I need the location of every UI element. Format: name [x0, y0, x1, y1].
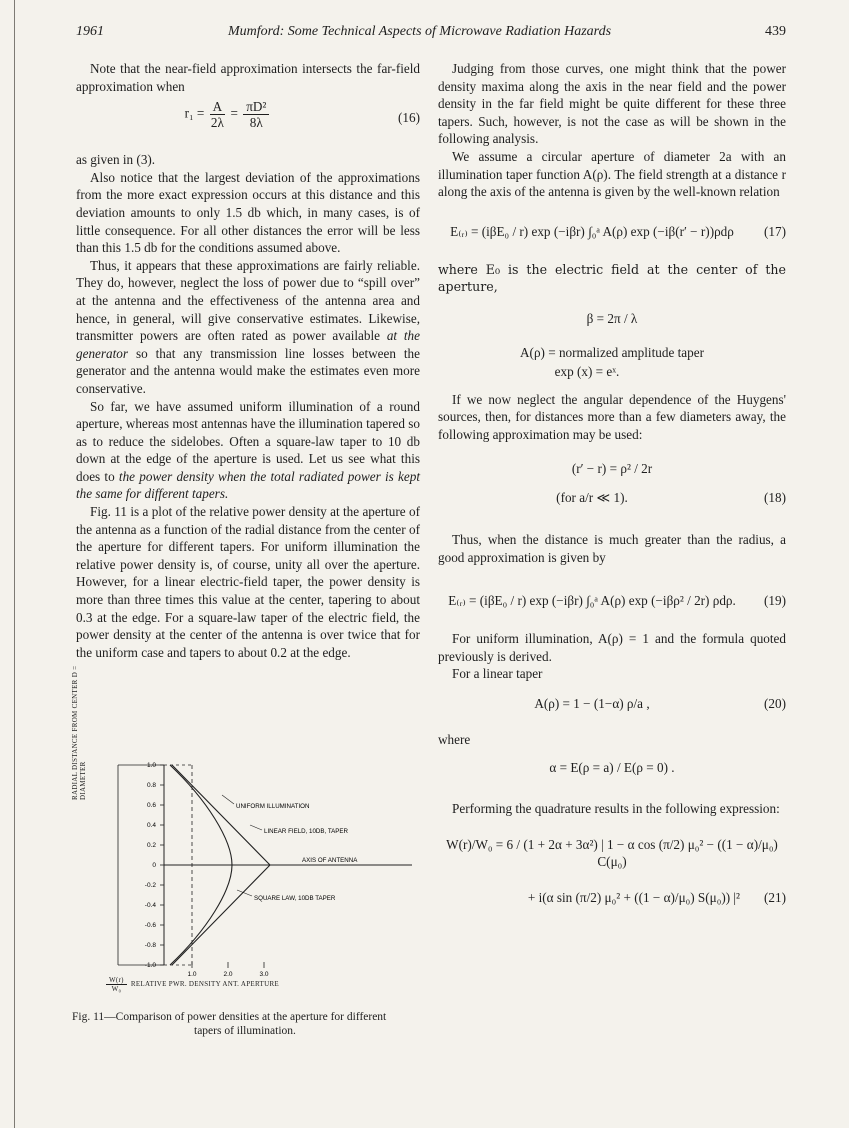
paragraph: Judging from those curves, one might think that the power density maxima along the axis in the near field and the power density in the far field might be quite different for these three tapers. Such, however, is not the case as will be shown in the following analysis. — [438, 61, 786, 147]
y-tick-label: 0.2 — [146, 842, 156, 850]
y-tick-label: -0.2 — [144, 882, 156, 890]
y-tick-label: -0.8 — [144, 942, 156, 950]
equation-number: (16) — [398, 110, 420, 126]
header-year: 1961 — [76, 24, 104, 39]
paragraph: Fig. 11 is a plot of the relative power density at the aperture of the antenna as a function of the radial distance from the center of the aperture for different tapers. For uniform illumination the relative power density is, of course, unity all over the aperture. However, for a linear electric-field taper, the power density is more than three times this value at the center, tapering to about 0.3 at the edge. For a square-law taper of the electric field, the power density at the center of the antenna is over twice that for the uniform case and tapers to about 0.2 at the edge. — [76, 504, 420, 660]
equation-18a: (r′ − r) = ρ² / 2r — [571, 460, 653, 476]
right-column — [438, 60, 786, 929]
x-tick-label: 3.0 — [259, 971, 269, 978]
def-A: A(ρ) = normalized amplitude taper — [520, 344, 704, 360]
paragraph: If we now neglect the angular dependence of the Huygens' sources, then, for distances more than a few diameters away, the following approximation may be used: — [438, 391, 786, 442]
y-tick-label: 0 — [152, 862, 156, 870]
header-title: Mumford: Some Technical Aspects of Microwave Radiation Hazards — [228, 24, 612, 39]
x-tick-label: 1.0 — [187, 971, 197, 978]
paragraph: where E₀ is the electric field at the center of the aperture, — [438, 261, 786, 295]
y-tick-label: 1.0 — [146, 762, 156, 770]
equation-21a: W(r)/W₀ = 6 / (1 + 2α + 3α²) | 1 − α cos (π/2) μ₀² − ((1 − α)/μ₀) C(μ₀) — [446, 836, 778, 870]
def-beta: β = 2π / λ — [586, 310, 638, 326]
label-linear: LINEAR FIELD, 10DB, TAPER — [264, 828, 349, 835]
paragraph: We assume a circular aperture of diameter 2a with an illumination taper function A(ρ). The field strength at a distance r along the axis of the antenna is given by the well-known relation — [438, 148, 786, 200]
y-tick-label: -0.6 — [144, 922, 156, 930]
leader-uniform — [222, 795, 234, 804]
equation-17: E₍ᵣ₎ = (iβE₀ / r) exp (−iβr) ∫₀ᵃ A(ρ) exp (−iβ(r′ − r))ρdρ (17) — [450, 223, 786, 239]
y-ticks — [145, 762, 164, 969]
y-tick-label: -0.4 — [144, 902, 156, 910]
paragraph: Also notice that the largest deviation of the approximations from the more exact expression occurs at this distance and this deviation amounts to only 1.5 db which, in many cases, is of little consequence. For all other distances the error will be less than this 1.5 db for the conditions assumed above. — [76, 169, 420, 256]
left-column — [76, 60, 420, 661]
y-tick-label: 0.4 — [146, 822, 156, 830]
label-axis: AXIS OF ANTENNA — [302, 857, 358, 864]
leader-linear — [250, 825, 262, 830]
label-square: SQUARE LAW, 10DB TAPER — [254, 895, 336, 902]
equation-18: (for a/r ≪ 1). (18) — [556, 490, 786, 506]
figure-x-label: $\frac{W(r)}{\text{W₀}}$ RELATIVE PWR. DENSITY ANT. APERTURE — [104, 976, 279, 993]
eq16-lhs: r₁ = — [184, 105, 205, 121]
figure-11-plot — [112, 760, 422, 980]
x-tick-label: 2.0 — [223, 971, 233, 978]
y-tick-label: 0.8 — [146, 782, 156, 790]
paragraph: Thus, when the distance is much greater than the radius, a good approximation is given by — [438, 532, 786, 565]
def-exp: exp (x) = eˣ. — [554, 364, 620, 380]
paragraph: For uniform illumination, A(ρ) = 1 and the formula quoted previously is derived. — [438, 631, 786, 664]
eq16-fraction-a: $\frac{A}{2\lambda}$ — [210, 99, 224, 131]
paragraph: Thus, it appears that these approximations are fairly reliable. They do, however, neglect the loss of power due to “spill over” at the antenna and the effectiveness of the antenna area and hence, in general, will give conservative estimates. Likewise, transmitter powers are often rated as power available at the generator so that any transmission line losses between the generator and the antenna would make the estimates even more conservative. — [76, 257, 420, 396]
eq16-fraction-b: $\frac{\text{πD²}}{8\lambda}$ — [243, 99, 269, 130]
figure-caption: Fig. 11—Comparison of power densities at the aperture for different tapers of illumination. — [72, 1011, 387, 1037]
paragraph: where — [438, 732, 471, 748]
page-margin-line — [14, 0, 15, 1128]
y-tick-label: 0.6 — [146, 802, 156, 810]
paragraph: Performing the quadrature results in the following expression: — [452, 801, 780, 817]
header-page-number: 439 — [765, 24, 786, 39]
equation-16: r₁ = $\frac{A}{2\lambda}$ = $\frac{\text{πD²}}{8\lambda}$ (16) — [184, 99, 420, 131]
paragraph: For a linear taper — [452, 666, 543, 682]
figure-y-label: RADIAL DISTANCE FROM CENTER D = DIAMETER — [71, 665, 87, 800]
equation-20: A(ρ) = 1 − (1−α) ρ/a , (20) — [534, 696, 786, 712]
equation-19: E₍ᵣ₎ = (iβE₀ / r) exp (−iβr) ∫₀ᵃ A(ρ) exp (−iβρ² / 2r) ρdρ. (19) — [448, 593, 786, 609]
equation-alpha: α = E(ρ = a) / E(ρ = 0) . — [549, 759, 675, 775]
label-uniform: UNIFORM ILLUMINATION — [236, 803, 310, 810]
running-header — [76, 24, 786, 48]
paragraph: as given in (3). — [76, 152, 156, 168]
equation-21: + i(α sin (π/2) μ₀² + ((1 − α)/μ₀) S(μ₀)) |² (21) — [527, 890, 786, 906]
y-tick-label: -1.0 — [144, 962, 156, 970]
paragraph: Note that the near-field approximation intersects the far-field approximation when — [76, 61, 420, 94]
paragraph: So far, we have assumed uniform illumination of a round aperture, whereas most antennas have the illumination tapered so as to reduce the sidelobes. Often a square-law taper to 10 db down at the edge of the aperture is used. Let us see what this does to the power density when the total radiated power is kept the same for different tapers. — [76, 398, 420, 502]
